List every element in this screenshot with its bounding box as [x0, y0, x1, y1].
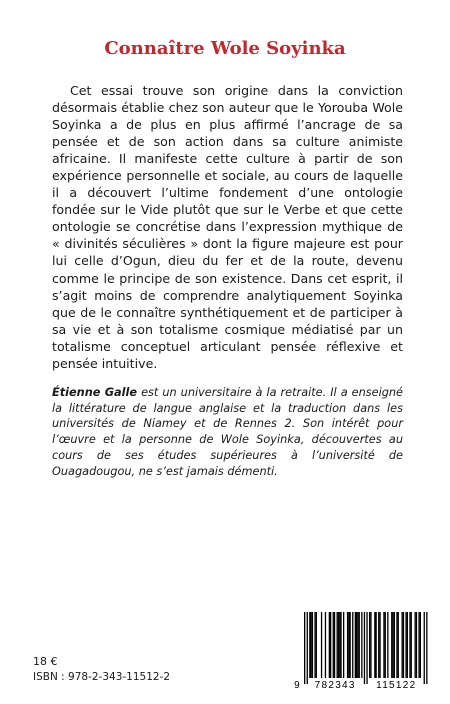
author-name: Étienne Galle [52, 386, 138, 399]
barcode-bar [321, 612, 322, 678]
barcode-bar [343, 612, 344, 678]
barcode-bar [347, 612, 348, 678]
barcode-bar [392, 612, 393, 678]
book-summary: Cet essai trouve son origine dans la conviction désormais établie chez son auteur que le Yorouba Wole Soyinka a de plus en plus affirmé l’ancrage de sa pensée et de son action dans sa culture animiste africaine. Il manifeste cette culture à partir de son expérience personnelle et sociale, au cours de laquelle il a découvert l’ultime fondement d’une ontologie fondée sur le Vide plutôt que sur le Verbe et que cette ontologie se concrétise dans l’expression mythique de « divinités séculières » dont la figure majeure est pour lui celle d’Ogun, dieu du fer et de la route, devenu comme le principe de son existence. Dans cet esprit, il s’agit moins de comprendre analytiquement Soyinka que de le connaître synthétiquement et de participer à sa vie et à son totalisme cosmique médiatisé par un totalisme conceptuel articulant pensée réflexive et pensée intuitive. [52, 83, 403, 371]
barcode-bar [426, 612, 427, 684]
barcode-bar [420, 612, 421, 678]
barcode-bar [385, 612, 386, 678]
book-title: Connaître Wole Soyinka [104, 38, 346, 59]
barcode-bar [370, 612, 371, 678]
barcode-bar [366, 612, 367, 684]
barcode-bar [325, 612, 326, 678]
author-bio-text: est un universitaire à la retraite. Il a enseigné la littérature de langue anglaise et la traduction dans les universités de Niamey et de Rennes 2. Son intérêt pour l’œuvre et la personne de Wole Soyinka, découvertes au cours de ses études supérieures à l’université de Ouagadougou, ne s’est jamais démenti. [52, 386, 403, 478]
barcode-graphic [292, 604, 432, 696]
barcode-bar [304, 612, 305, 684]
barcode-bar [338, 612, 339, 678]
barcode-bar [352, 612, 353, 678]
barcode-bar [316, 612, 317, 678]
barcode-bar [339, 612, 340, 678]
barcode-bar [329, 612, 330, 678]
barcode-bar [396, 612, 397, 678]
barcode-bar [314, 612, 315, 678]
barcode-bar [357, 612, 358, 678]
isbn: ISBN : 978-2-343-11512-2 [33, 671, 171, 683]
barcode-bar [359, 612, 360, 678]
barcode-bar [394, 612, 395, 678]
barcode-bar [355, 612, 356, 678]
barcode-bar [398, 612, 399, 678]
barcode-lead-digit: 9 [294, 680, 301, 691]
barcode-bar [337, 612, 338, 678]
author-bio [52, 385, 403, 479]
barcode-bar [364, 612, 365, 684]
barcode-bar [407, 612, 408, 678]
barcode-bar [309, 612, 310, 678]
barcode-left-digits: 782343 [314, 680, 356, 691]
barcode-bar [383, 612, 384, 678]
barcode-bar [415, 612, 416, 678]
barcode-bar [402, 612, 403, 678]
barcode-bar [379, 612, 380, 678]
barcode-bar [369, 612, 370, 678]
barcode-bar [348, 612, 349, 678]
barcode-bar [424, 612, 425, 684]
barcode-right-digits: 115122 [376, 680, 417, 691]
barcode-bar [330, 612, 331, 678]
barcode-bar [416, 612, 417, 678]
barcode-bar [307, 612, 308, 684]
barcode-bar [405, 612, 406, 678]
barcode-bar [312, 612, 313, 678]
barcode-bar [350, 612, 351, 678]
barcode-bar [418, 612, 419, 678]
barcode-bar [334, 612, 335, 678]
barcode-bar [311, 612, 312, 678]
barcode [292, 604, 432, 696]
barcode-bar [340, 612, 341, 678]
barcode-bar [376, 612, 377, 678]
barcode-bar [391, 612, 392, 678]
barcode-bar [333, 612, 334, 678]
barcode-bar [378, 612, 379, 678]
barcode-bar [356, 612, 357, 678]
barcode-bar [387, 612, 388, 678]
barcode-bar [361, 612, 362, 678]
barcode-bar [409, 612, 410, 678]
price: 18 € [33, 655, 58, 668]
barcode-bar [374, 612, 375, 678]
barcode-bar [403, 612, 404, 678]
barcode-bar [411, 612, 412, 678]
